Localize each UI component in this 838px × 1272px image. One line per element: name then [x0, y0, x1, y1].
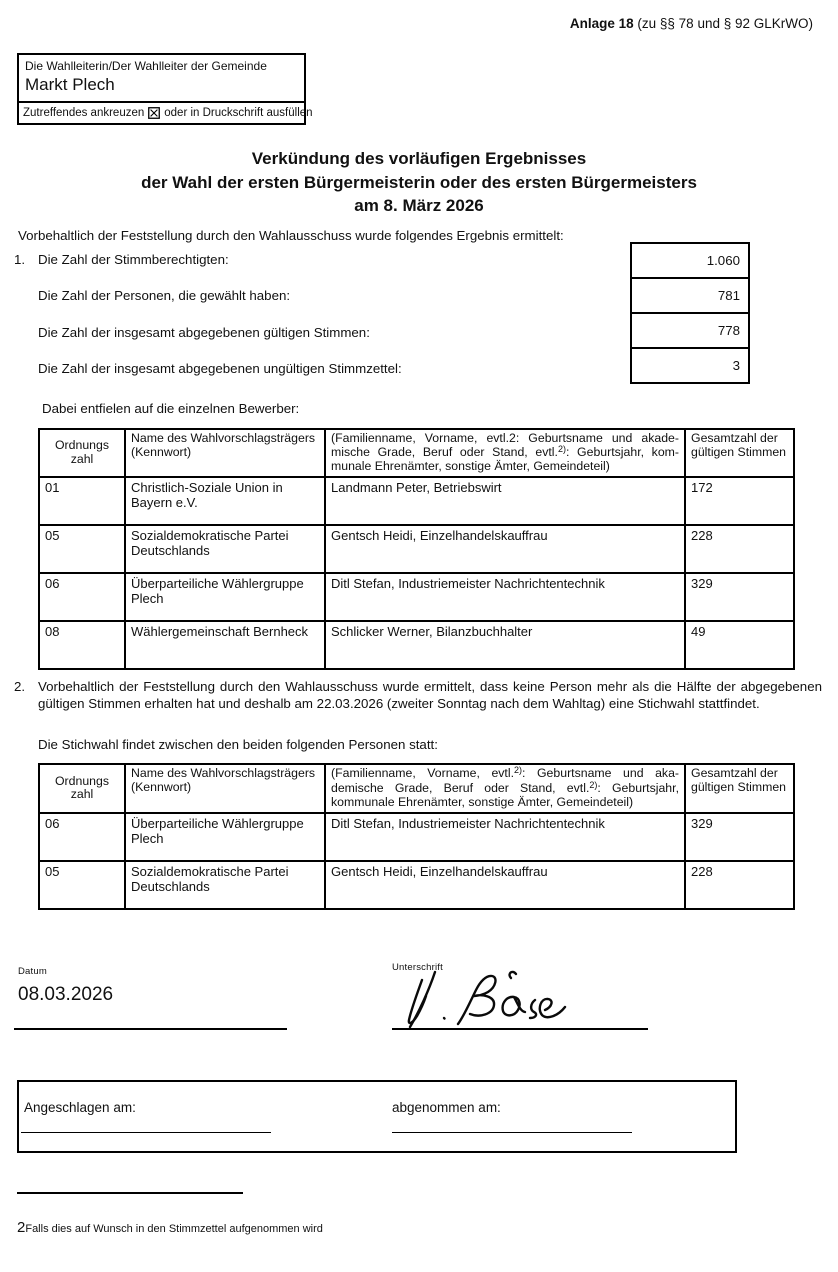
cell-candidate: Ditl Stefan, Industriemeister Nachrichtentechnik [325, 813, 685, 861]
issuer-main [19, 55, 304, 101]
issuer-municipality: Markt Plech [25, 75, 115, 94]
date-underline [14, 1028, 287, 1030]
header-ordnungszahl-line1: Ordnungs [54, 438, 109, 453]
cell-candidate: Gentsch Heidi, Einzelhandelskauffrau [325, 861, 685, 909]
footnote-marker: 2 [17, 1219, 26, 1236]
count-value-column [630, 242, 750, 384]
footnote-ref-superscript: 2) [557, 443, 566, 454]
count-value-valid-votes: 778 [630, 312, 750, 349]
instruction-text-after: oder in Druckschrift ausfüllen [164, 107, 313, 119]
count-value-invalid-ballots: 3 [630, 347, 750, 384]
table-row [39, 477, 794, 525]
count-value-voters: 781 [630, 277, 750, 314]
checked-checkbox-icon [148, 107, 160, 119]
footnote-ref-superscript: 2) [514, 765, 523, 775]
count-label-voters: Die Zahl der Personen, die gewählt haben: [38, 288, 291, 303]
intro-sentence: Vorbehaltlich der Feststellung durch den Wahlausschuss wurde folgendes Ergebnis ermittelt: [18, 228, 564, 243]
header-fam-l2-post: : Geburtsjahr, [597, 780, 679, 795]
runoff-intro: Die Stichwahl findet zwischen den beiden folgenden Personen statt: [38, 737, 438, 752]
table-row [39, 621, 794, 669]
count-label-invalid-ballots: Die Zahl der insgesamt abgegebenen ungültigen Stimmzettel: [38, 361, 402, 376]
table-header-row [39, 764, 794, 813]
header-familienname [325, 429, 685, 477]
header-familienname [325, 764, 685, 813]
cell-ordnungszahl: 08 [39, 621, 125, 669]
posted-on-label: Angeschlagen am: [24, 1100, 136, 1115]
cell-candidate: Landmann Peter, Betriebswirt [325, 477, 685, 525]
section2-paragraph [14, 679, 822, 712]
header-familienname-line2 [331, 779, 679, 797]
date-value: 08.03.2026 [18, 984, 114, 1005]
header-ordnungszahl [39, 764, 125, 813]
footnote-ref-superscript: 2) [589, 779, 598, 790]
cell-ordnungszahl: 06 [39, 573, 125, 621]
cell-party: Überparteiliche Wählergruppe Plech [125, 573, 325, 621]
cell-party: Sozialdemokratische Partei Deutschlands [125, 525, 325, 573]
document-title [0, 147, 838, 218]
instruction-text-before: Zutreffendes ankreuzen [23, 107, 145, 119]
cell-votes: 228 [685, 525, 794, 573]
cell-votes: 172 [685, 477, 794, 525]
table-row [39, 861, 794, 909]
posted-on-underline [21, 1132, 271, 1133]
signature-handwriting [402, 966, 587, 1028]
section2-number: 2. [14, 679, 26, 694]
header-gesamtzahl: Gesamtzahl der gültigen Stimmen [685, 429, 794, 477]
section2-text: Vorbehaltlich der Feststellung durch den Wahlausschuss wurde ermittelt, dass keine Person mehr als die Hälfte der abgegebenen gültigen Stimmen erhalten hat und deshalb am 22.03.2026 (zweiter Sonntag nach dem Wahltag) eine Stichwahl stattfindet. [38, 679, 822, 711]
cell-ordnungszahl: 06 [39, 813, 125, 861]
cell-party: Sozialdemokratische Partei Deutschlands [125, 861, 325, 909]
header-ordnungszahl [39, 429, 125, 477]
cell-votes: 329 [685, 813, 794, 861]
header-familienname-line2 [331, 443, 680, 461]
cell-party: Christlich-Soziale Union in Bayern e.V. [125, 477, 325, 525]
signature-underline [392, 1028, 648, 1030]
title-line1: Verkündung des vorläufigen Ergebnisses [251, 149, 587, 168]
table-row [39, 813, 794, 861]
cell-party: Überparteiliche Wählergruppe Plech [125, 813, 325, 861]
cell-ordnungszahl: 01 [39, 477, 125, 525]
cell-votes: 329 [685, 573, 794, 621]
title-line3: am 8. März 2026 [354, 196, 484, 215]
table1-intro: Dabei entfielen auf die einzelnen Bewerber: [42, 401, 300, 416]
footnote-text: Falls dies auf Wunsch in den Stimmzettel aufgenommen wird [25, 1223, 323, 1235]
cell-ordnungszahl: 05 [39, 861, 125, 909]
table-header-row [39, 429, 794, 477]
cell-votes: 49 [685, 621, 794, 669]
count-label-valid-votes: Die Zahl der insgesamt abgegebenen gültigen Stimmen: [38, 325, 370, 340]
table-row [39, 525, 794, 573]
cell-candidate: Schlicker Werner, Bilanzbuchhalter [325, 621, 685, 669]
header-familienname-line3: kommunale Ehrenämter, sonstige Ämter, Gemeindeteil) [331, 795, 634, 810]
header-ordnungszahl-line1: Ordnungs [54, 773, 109, 788]
header-fam-l1-pre: (Familienname, Vorname, evtl. [331, 766, 515, 780]
header-ordnungszahl-line2: zahl [70, 787, 94, 802]
removed-on-label: abgenommen am: [392, 1100, 501, 1115]
header-fam-l1-post: : Geburtsname und aka- [522, 766, 680, 780]
count-value-eligible: 1.060 [630, 242, 750, 279]
count-label-eligible: Die Zahl der Stimmberechtigten: [38, 252, 229, 267]
signature-label: Unterschrift [392, 962, 443, 973]
issuer-box [17, 53, 313, 125]
header-fam-l2-pre: demische Grade, Beruf oder Stand, evtl. [331, 780, 590, 795]
header-wahlvorschlagstraeger: Name des Wahlvorschlagsträgers (Kennwort) [125, 429, 325, 477]
section1-number: 1. [14, 252, 26, 267]
header-familienname-line3: munale Ehrenämter, sonstige Ämter, Gemeindeteil) [331, 459, 610, 474]
header-wahlvorschlagstraeger: Name des Wahlvorschlagsträgers (Kennwort) [125, 764, 325, 813]
posting-box [17, 1080, 737, 1153]
title-line2: der Wahl der ersten Bürgermeisterin oder des ersten Bürgermeisters [141, 172, 697, 192]
cell-party: Wählergemeinschaft Bernheck [125, 621, 325, 669]
cell-candidate: Gentsch Heidi, Einzelhandelskauffrau [325, 525, 685, 573]
cell-votes: 228 [685, 861, 794, 909]
header-familienname-line1: (Familienname, Vorname, evtl.2: Geburtsname und akade- [331, 431, 679, 445]
footnote [17, 1219, 323, 1237]
annex-number: Anlage 18 [569, 16, 634, 31]
header-familienname-line1 [331, 767, 679, 782]
footnote-separator [17, 1192, 243, 1194]
issuer-role-label: Die Wahlleiterin/Der Wahlleiter der Gemeinde [25, 59, 267, 73]
table-row [39, 573, 794, 621]
header-ordnungszahl-line2: zahl [70, 451, 94, 466]
cell-candidate: Ditl Stefan, Industriemeister Nachrichtentechnik [325, 573, 685, 621]
annex-legal-ref: (zu §§ 78 und § 92 GLKrWO) [633, 16, 813, 31]
fill-instruction [19, 101, 313, 123]
cell-ordnungszahl: 05 [39, 525, 125, 573]
runoff-table [38, 763, 795, 910]
annex-reference [570, 16, 813, 31]
removed-on-underline [392, 1132, 632, 1133]
header-gesamtzahl: Gesamtzahl der gültigen Stimmen [685, 764, 794, 813]
date-label: Datum [18, 966, 47, 977]
header-fam-l2-pre: mische Grade, Beruf oder Stand, evtl. [331, 444, 558, 459]
header-fam-l2-post: : Geburtsjahr, kom- [565, 444, 680, 459]
results-table [38, 428, 795, 670]
